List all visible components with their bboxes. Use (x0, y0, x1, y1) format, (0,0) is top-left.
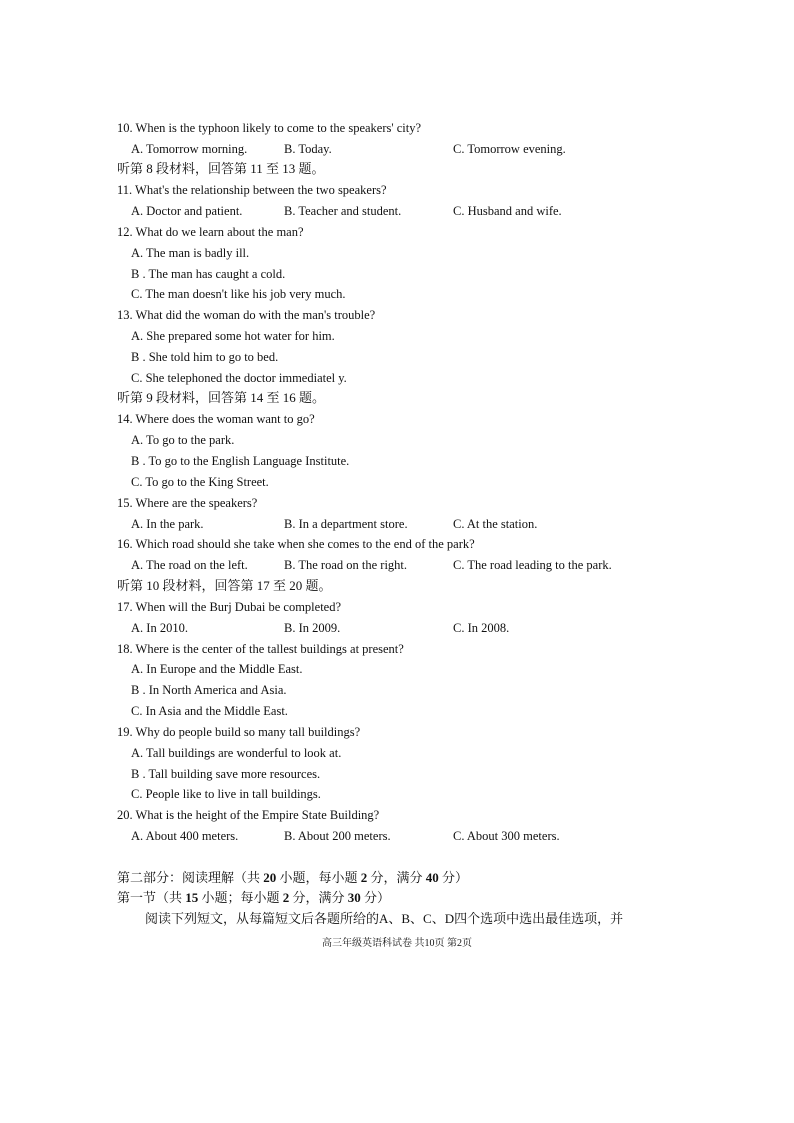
question-17-option-c: C. In 2008. (453, 621, 510, 635)
question-15-option-c: C. At the station. (453, 517, 538, 531)
question-16-option-b: B. The road on the right. (284, 558, 408, 572)
question-20-option-c: C. About 300 meters. (453, 829, 560, 843)
question-17-option-a: A. In 2010. (131, 621, 188, 635)
part2-instruction: 阅读下列短文，从每篇短文后各题所给的A、B、C、D四个选项中选出最佳选项，并 (145, 911, 624, 926)
question-12-option-a: A. The man is badly ill. (131, 246, 250, 260)
question-20-option-a: A. About 400 meters. (131, 829, 239, 843)
question-18-option-c: C. In Asia and the Middle East. (131, 704, 288, 718)
question-14-option-a: A. To go to the park. (131, 433, 235, 447)
question-10-option-a: A. Tomorrow morning. (131, 142, 248, 156)
question-20-option-b: B. About 200 meters. (284, 829, 391, 843)
question-13-stem: 13. What did the woman do with the man's trouble? (117, 308, 376, 322)
question-15-option-a: A. In the park. (131, 517, 204, 531)
question-11-option-a: A. Doctor and patient. (131, 204, 243, 218)
part2-title: 第二部分：阅读理解（共 20 小题，每小题 2 分，满分 40 分） (117, 870, 469, 885)
question-20-stem: 20. What is the height of the Empire State Building? (117, 808, 380, 822)
question-13-option-a: A. She prepared some hot water for him. (131, 329, 335, 343)
question-18-stem: 18. Where is the center of the tallest buildings at present? (117, 642, 404, 656)
section-heading-8: 听第 8 段材料，回答第 11 至 13 题。 (117, 161, 325, 176)
section-heading-10: 听第 10 段材料，回答第 17 至 20 题。 (117, 578, 332, 593)
question-15-stem: 15. Where are the speakers? (117, 496, 258, 510)
question-16-stem: 16. Which road should she take when she comes to the end of the park? (117, 537, 475, 551)
question-18-option-b: B . In North America and Asia. (131, 683, 287, 697)
question-10-option-c: C. Tomorrow evening. (453, 142, 566, 156)
question-10-stem: 10. When is the typhoon likely to come to the speakers' city? (117, 121, 422, 135)
question-19-option-c: C. People like to live in tall buildings. (131, 787, 321, 801)
question-15-option-b: B. In a department store. (284, 517, 408, 531)
question-19-option-a: A. Tall buildings are wonderful to look at. (131, 746, 342, 760)
section-heading-9: 听第 9 段材料，回答第 14 至 16 题。 (117, 390, 326, 405)
question-13-option-c: C. She telephoned the doctor immediatel y. (131, 371, 347, 385)
question-14-option-b: B . To go to the English Language Institute. (131, 454, 350, 468)
question-17-stem: 17. When will the Burj Dubai be completed? (117, 600, 342, 614)
part2-section1-title: 第一节（共 15 小题；每小题 2 分，满分 30 分） (117, 890, 391, 905)
question-14-stem: 14. Where does the woman want to go? (117, 412, 315, 426)
page-footer: 高三年级英语科试卷 共10页 第2页 (322, 938, 472, 949)
question-17-option-b: B. In 2009. (284, 621, 341, 635)
question-13-option-b: B . She told him to go to bed. (131, 350, 279, 364)
question-10-option-b: B. Today. (284, 142, 332, 156)
question-11-option-b: B. Teacher and student. (284, 204, 402, 218)
question-11-option-c: C. Husband and wife. (453, 204, 562, 218)
question-16-option-c: C. The road leading to the park. (453, 558, 612, 572)
question-11-stem: 11. What's the relationship between the two speakers? (117, 183, 387, 197)
question-19-option-b: B . Tall building save more resources. (131, 767, 321, 781)
question-18-option-a: A. In Europe and the Middle East. (131, 662, 303, 676)
question-12-stem: 12. What do we learn about the man? (117, 225, 304, 239)
question-12-option-c: C. The man doesn't like his job very much. (131, 287, 346, 301)
question-16-option-a: A. The road on the left. (131, 558, 248, 572)
question-19-stem: 19. Why do people build so many tall buildings? (117, 725, 361, 739)
question-12-option-b: B . The man has caught a cold. (131, 267, 286, 281)
question-14-option-c: C. To go to the King Street. (131, 475, 269, 489)
